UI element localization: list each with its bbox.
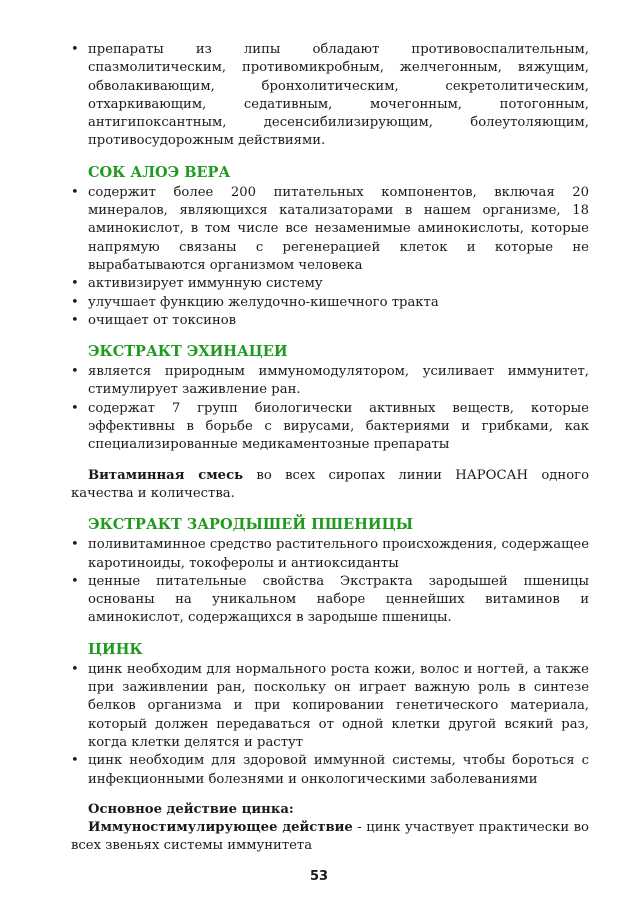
bullet-icon: • [71,753,79,769]
bullet-icon: • [71,537,79,553]
vitamin-paragraph [71,467,589,504]
list-item [71,275,589,293]
section-heading-wheat: ЭКСТРАКТ ЗАРОДЫШЕЙ ПШЕНИЦЫ [88,516,414,534]
immuno-text: - цинк участвует практически во всех звеньях системы иммунитета [71,820,589,854]
list-item [71,312,589,330]
bullet-icon: • [71,276,79,292]
list-item-text: цинк необходим для нормального роста кожи, волос и ногтей, а также при заживлении ран, поскольку он играет важную роль в синтезе белков организма и при копировании генетического материала, который должен передаваться от одной клетки другой всякий раз, когда клетки делятся и растут [88,661,589,750]
page-number: 53 [309,869,329,884]
list-item [71,294,589,312]
bullet-icon: • [71,364,79,380]
list-item [71,400,589,455]
list-item-text: улучшает функцию желудочно-кишечного тракта [88,294,439,310]
intro-list [71,41,589,151]
section-heading-aloe: СОК АЛОЭ ВЕРА [88,163,231,181]
list-item [71,41,589,151]
echinacea-list [71,363,589,454]
bullet-icon: • [71,184,79,200]
immuno-paragraph [71,819,589,856]
zinc-action-heading: Основное действие цинка: [88,801,294,817]
list-item [71,752,589,789]
immuno-bold: Иммуностимулирующее действие [88,820,353,836]
bullet-icon: • [71,294,79,310]
vitamin-text: во всех сиропах линии НАРОСАН одного качества и количества. [71,467,590,501]
section-heading-zinc: ЦИНК [88,640,143,658]
list-item-text: поливитаминное средство растительного происхождения, содержащее каротиноиды, токоферолы и антиоксиданты [88,537,589,571]
list-item-text: цинк необходим для здоровой иммунной системы, чтобы бороться с инфекционными болезнями и онкологическими заболеваниями [88,753,589,787]
zinc-list [71,661,589,789]
list-item-text: содержат 7 групп биологически активных веществ, которые эффективны в борьбе с вирусами, бактериями и грибками, как специализированные медикаментозные препараты [88,400,589,453]
page-content [71,41,589,856]
list-item [71,363,589,400]
wheat-list [71,536,589,627]
vitamin-bold: Витаминная смесь [88,467,244,483]
section-heading-echinacea: ЭКСТРАКТ ЭХИНАЦЕИ [88,343,288,361]
list-item [71,184,589,275]
list-item-text: препараты из липы обладают противовоспалительным, спазмолитическим, противомикробным, желчегонным, вяжущим, обволакивающим, бронхолитическим, секретолитическим, отхаркивающим, седативным, мочегонным, потогонным, антигипоксантным, десенсибилизирующим, болеутоляющим, противосудорожным действиями. [88,42,589,149]
bullet-icon: • [71,573,79,589]
bullet-icon: • [71,312,79,328]
list-item [71,536,589,573]
bullet-icon: • [71,661,79,677]
bullet-icon: • [71,42,79,57]
list-item [71,661,589,752]
list-item-text: содержит более 200 питательных компонентов, включая 20 минералов, являющихся катализаторами в нашем организме, 18 аминокислот, в том числе все незаменимые аминокислоты, которые напрямую связаны с регенерацией клеток и которые не вырабатываются организмом человека [88,184,589,273]
list-item [71,573,589,628]
list-item-text: активизирует иммунную систему [88,276,323,292]
list-item-text: ценные питательные свойства Экстракта зародышей пшеницы основаны на уникальном наборе ценнейших витаминов и аминокислот, содержащихся в зародыше пшеницы. [88,573,589,626]
bullet-icon: • [71,400,79,416]
list-item-text: очищает от токсинов [88,312,237,328]
aloe-list [71,184,589,330]
list-item-text: является природным иммуномодулятором, усиливает иммунитет, стимулирует заживление ран. [88,364,589,398]
